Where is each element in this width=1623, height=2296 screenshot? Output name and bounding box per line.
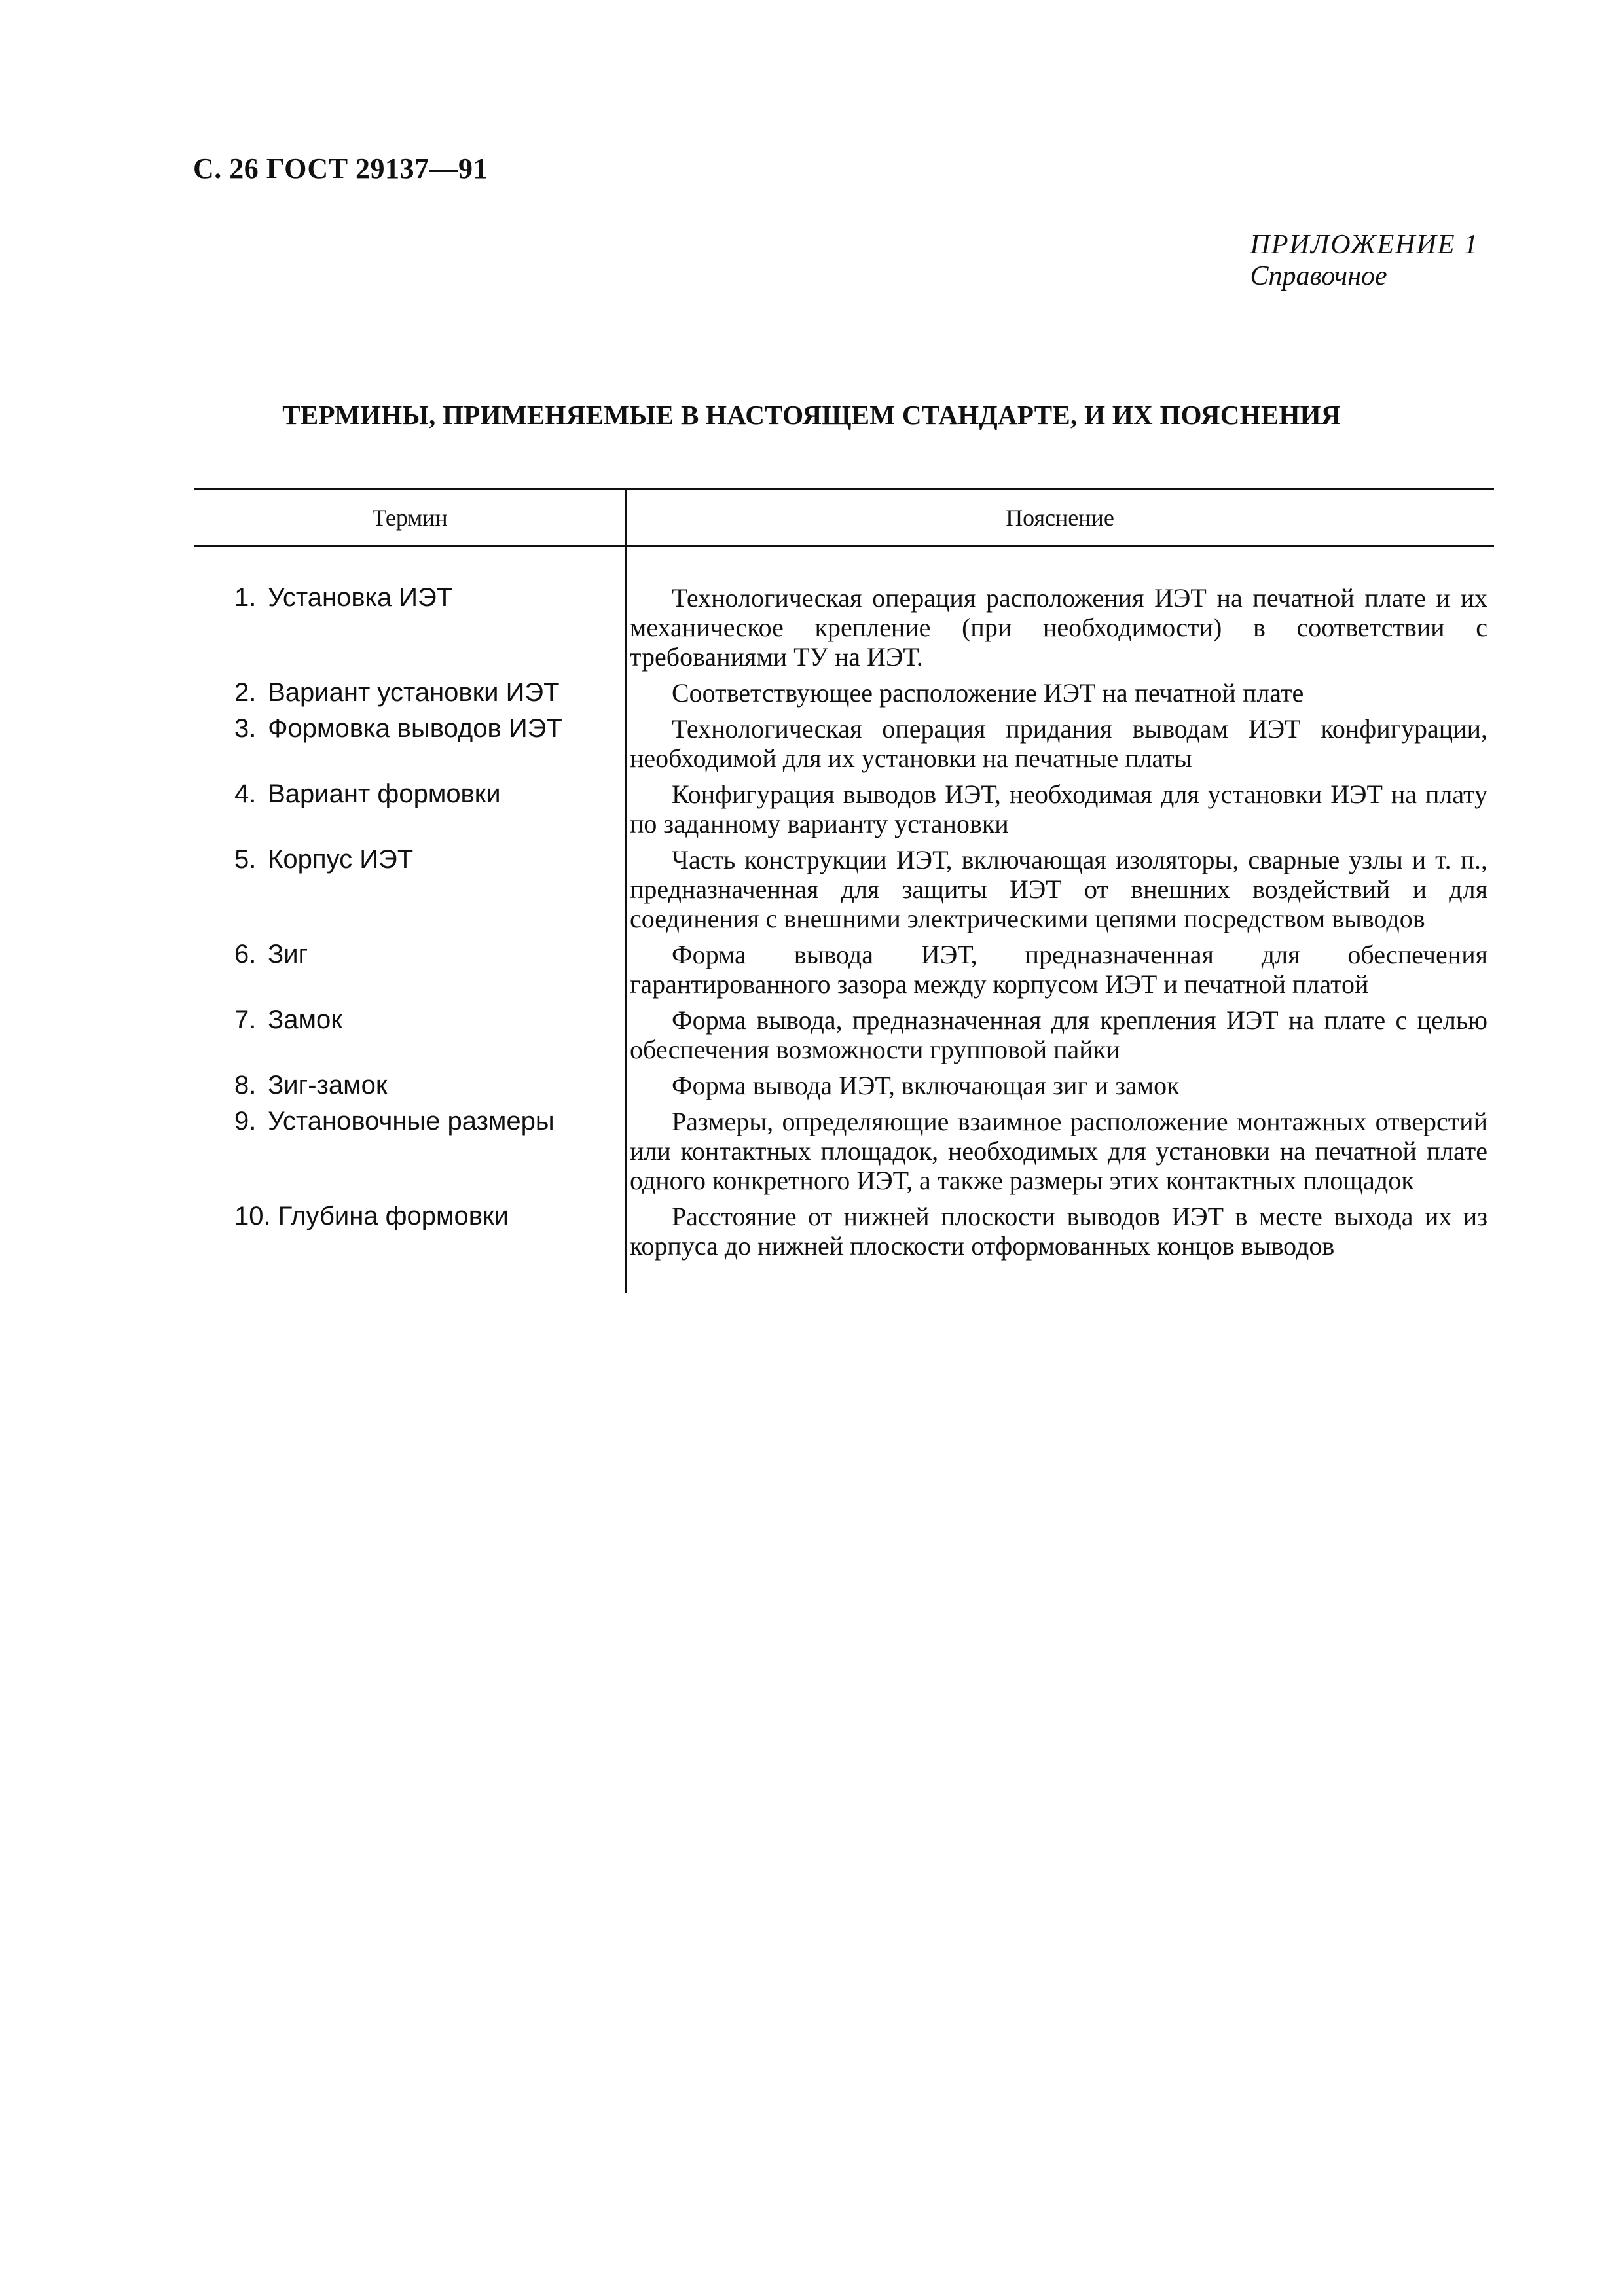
explanation-cell: Форма вывода ИЭТ, предназначенная для обеспечения гарантированного зазора между корпусом ИЭТ и печатной платой: [630, 940, 1487, 999]
term-text: Зиг: [268, 940, 308, 969]
term-cell: [194, 845, 626, 933]
term-text: Корпус ИЭТ: [268, 845, 414, 874]
term-text: Замок: [268, 1005, 342, 1034]
explanation-cell: Расстояние от нижней плоскости выводов ИЭТ в месте выхода их из корпуса до нижней плоскости отформованных концов выводов: [630, 1202, 1487, 1261]
explanation-cell: Конфигурация выводов ИЭТ, необходимая для установки ИЭТ на плату по заданному варианту установки: [630, 780, 1487, 838]
table-header: [194, 488, 1494, 547]
term-number: 2.: [234, 678, 257, 707]
page-header: С. 26 ГОСТ 29137—91: [193, 152, 488, 185]
term-text: Формовка выводов ИЭТ: [268, 714, 562, 743]
table-row: [194, 583, 1494, 672]
appendix-label: ПРИЛОЖЕНИЕ 1: [1250, 230, 1479, 260]
term-cell: [194, 1005, 626, 1064]
table-row: [194, 940, 1494, 999]
term-number: 6.: [234, 940, 257, 969]
term-cell: [194, 940, 626, 999]
term-text: Вариант формовки: [268, 780, 501, 808]
explanation-cell: Размеры, определяющие взаимное расположение монтажных отверстий или контактных площадок, необходимых для установки на печатной плате одного конкретного ИЭТ, а также размеры этих контактных площадок: [630, 1107, 1487, 1195]
term-number: 1.: [234, 583, 257, 612]
appendix-block: [1250, 229, 1479, 292]
terms-table: [194, 488, 1494, 1261]
term-text: Глубина формовки: [278, 1202, 509, 1230]
explanation-cell: Соответствующее расположение ИЭТ на печатной плате: [672, 678, 1304, 708]
table-row: [194, 1071, 1494, 1100]
term-cell: [194, 678, 626, 708]
term-number: 9.: [234, 1107, 257, 1136]
term-cell: [194, 780, 626, 838]
term-number: 7.: [234, 1005, 257, 1034]
term-text: Установочные размеры: [268, 1107, 555, 1136]
term-cell: [194, 583, 626, 672]
table-row: [194, 845, 1494, 933]
table-row: [194, 1005, 1494, 1064]
explanation-cell: Форма вывода ИЭТ, включающая зиг и замок: [672, 1071, 1180, 1100]
document-title: ТЕРМИНЫ, ПРИМЕНЯЕМЫЕ В НАСТОЯЩЕМ СТАНДАРТЕ, И ИХ ПОЯСНЕНИЯ: [282, 400, 1341, 430]
appendix-type: Справочное: [1250, 261, 1387, 291]
term-number: 8.: [234, 1071, 257, 1100]
term-number: 4.: [234, 780, 257, 808]
term-number: 10.: [234, 1202, 271, 1230]
term-number: 3.: [234, 714, 257, 743]
term-text: Вариант установки ИЭТ: [268, 678, 560, 707]
explanation-cell: Технологическая операция придания выводам ИЭТ конфигурации, необходимой для их установки на печатные платы: [630, 714, 1487, 773]
table-row: [194, 714, 1494, 773]
table-row: [194, 678, 1494, 708]
explanation-cell: Форма вывода, предназначенная для крепления ИЭТ на плате с целью обеспечения возможности групповой пайки: [630, 1005, 1487, 1064]
table-row: [194, 780, 1494, 838]
explanation-cell: Технологическая операция расположения ИЭТ на печатной плате и их механическое крепление (при необходимости) в соответствии с требованиями ТУ на ИЭТ.: [630, 583, 1487, 672]
column-header-term: Термин: [372, 505, 448, 531]
term-cell: [194, 1071, 626, 1100]
table-row: [194, 1202, 1494, 1261]
term-text: Установка ИЭТ: [268, 583, 453, 612]
term-cell: [194, 714, 626, 773]
term-text: Зиг-замок: [268, 1071, 388, 1100]
term-cell: [194, 1202, 626, 1261]
term-number: 5.: [234, 845, 257, 874]
term-cell: [194, 1107, 626, 1195]
explanation-cell: Часть конструкции ИЭТ, включающая изоляторы, сварные узлы и т. п., предназначенная для защиты ИЭТ от внешних воздействий и для соединения с внешними электрическими цепями посредством выводов: [630, 845, 1487, 933]
table-row: [194, 1107, 1494, 1195]
table-body: [194, 547, 1494, 1261]
column-header-explanation: Пояснение: [1006, 505, 1114, 531]
